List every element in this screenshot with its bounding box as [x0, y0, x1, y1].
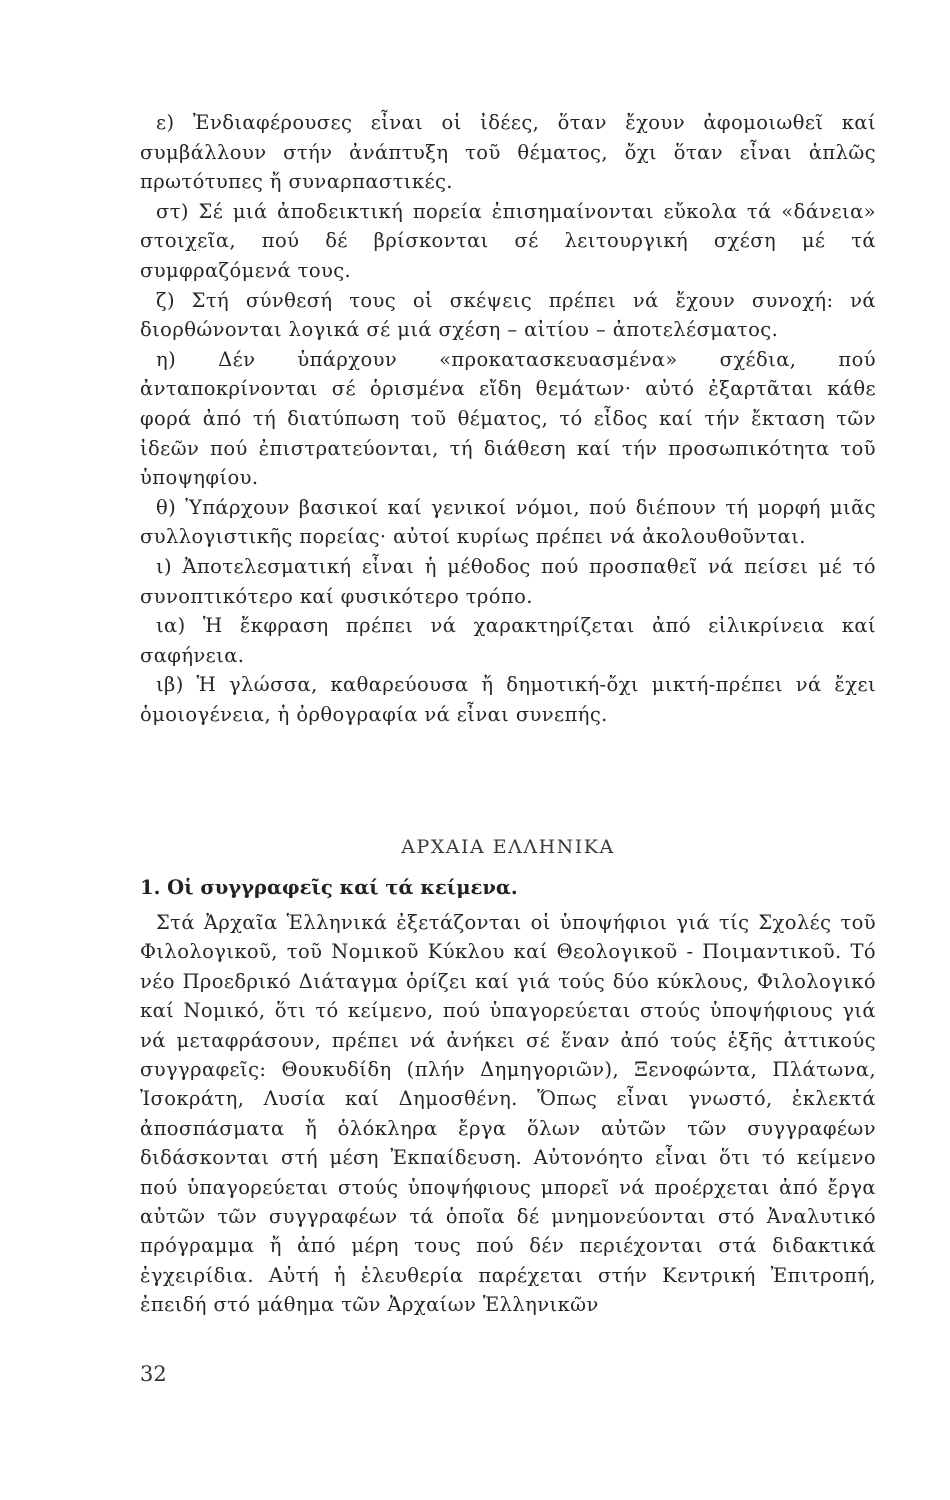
paragraph-st: στ) Σέ μιά ἀποδεικτική πορεία ἐπισημαίνονται εὔκολα τά «δάνεια» στοιχεῖα, πού δέ βρίσκονται σέ λειτουργική σχέση μέ τά συμφραζόμενά τους. — [140, 199, 876, 282]
paragraph-z: ζ) Στή σύνθεσή τους οἱ σκέψεις πρέπει νά ἔχουν συνοχή: νά διορθώνονται λογικά σέ μιά σχέση – αἰτίου – ἀποτελέσματος. — [140, 288, 876, 342]
numbered-guidelines — [140, 108, 876, 729]
subsection-heading: 1. Οἱ συγγραφεῖς καί τά κείμενα. — [140, 876, 518, 899]
section-heading: ΑΡΧΑΙΑ ΕΛΛΗΝΙΚΑ — [401, 836, 615, 858]
paragraph-e: ε) Ἐνδιαφέρουσες εἶναι οἱ ἰδέες, ὅταν ἔχουν ἀφομοιωθεῖ καί συμβάλλουν στήν ἀνάπτυξη τοῦ θέματος, ὄχι ὅταν εἶναι ἁπλῶς πρωτότυπες ἤ συναρπαστικές. — [140, 111, 876, 194]
paragraph-iota: ι) Ἀποτελεσματική εἶναι ἡ μέθοδος πού προσπαθεῖ νά πείσει μέ τό συνοπτικότερο καί φυσικότερο τρόπο. — [140, 554, 876, 608]
paragraph-th: θ) Ὑπάρχουν βασικοί καί γενικοί νόμοι, πού διέπουν τή μορφή μιᾶς συλλογιστικῆς πορείας· αὐτοί κυρίως πρέπει νά ἀκολουθοῦνται. — [140, 495, 876, 549]
page-number: 32 — [140, 1362, 167, 1386]
paragraph-ia: ια) Ἡ ἔκφραση πρέπει νά χαρακτηρίζεται ἀπό εἰλικρίνεια καί σαφήνεια. — [140, 614, 876, 667]
paragraph-i: η) Δέν ὑπάρχουν «προκατασκευασμένα» σχέδια, πού ἀνταποκρίνονται σέ ὁρισμένα εἴδη θεμάτων· αὐτό ἐξαρτᾶται κάθε φορά ἀπό τή διατύπωση τοῦ θέματος, τό εἶδος καί τήν ἔκταση τῶν ἰδεῶν πού ἐπιστρατεύονται, τή διάθεση καί τήν προσωπικότητα τοῦ ὑποψηφίου. — [140, 347, 876, 490]
section-body — [140, 908, 876, 1320]
section-paragraph: Στά Ἀρχαῖα Ἑλληνικά ἐξετάζονται οἱ ὑποψήφιοι γιά τίς Σχολές τοῦ Φιλολογικοῦ, τοῦ Νομικοῦ Κύκλου καί Θεολογικοῦ - Ποιμαντικοῦ. Τό νέο Προεδρικό Διάταγμα ὁρίζει καί γιά τούς δύο κύκλους, Φιλολογικό καί Νομικό, ὅτι τό κείμενο, πού ὑπαγορεύεται στούς ὑποψήφιους γιά νά μεταφράσουν, πρέπει νά ἀνήκει σέ ἕναν ἀπό τούς ἑξῆς ἀττικούς συγγραφεῖς: Θουκυδίδη (πλήν Δημηγοριῶν), Ξενοφώντα, Πλάτωνα, Ἰσοκράτη, Λυσία καί Δημοσθένη. Ὅπως εἶναι γνωστό, ἐκλεκτά ἀποσπάσματα ἤ ὁλόκληρα ἔργα ὅλων αὐτῶν τῶν συγγραφέων διδάσκονται στή μέση Ἐκπαίδευση. Αὐτονόητο εἶναι ὅτι τό κείμενο πού ὑπαγορεύεται στούς ὑποψήφιους μπορεῖ νά προέρχεται ἀπό ἔργα αὐτῶν τῶν συγγραφέων τά ὁποῖα δέ μνημονεύονται στό Ἀναλυτικό πρόγραμμα ἤ ἀπό μέρη τους πού δέν περιέχονται στά διδακτικά ἐγχειρίδια. Αὐτή ἡ ἐλευθερία παρέχεται στήν Κεντρική Ἐπιτροπή, ἐπειδή στό μάθημα τῶν Ἀρχαίων Ἑλληνικῶν — [140, 911, 876, 1317]
paragraph-ib: ιβ) Ἡ γλώσσα, καθαρεύουσα ἤ δημοτική-ὄχι μικτή-πρέπει νά ἔχει ὁμοιογένεια, ἡ ὀρθογραφία νά εἶναι συνεπής. — [140, 673, 876, 726]
